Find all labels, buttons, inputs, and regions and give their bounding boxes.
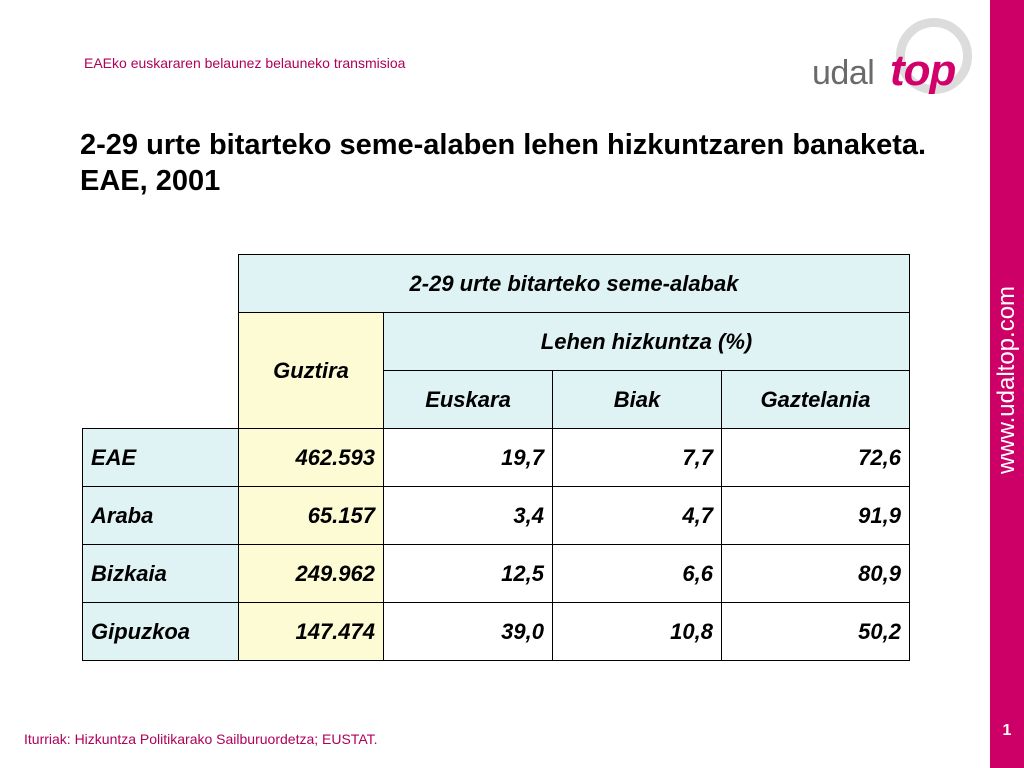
source-note: Iturriak: Hizkuntza Politikarako Sailburuordetza; EUSTAT. bbox=[24, 731, 378, 747]
row-label: Bizkaia bbox=[83, 545, 239, 603]
value-cell: 80,9 bbox=[722, 545, 910, 603]
udaltop-logo bbox=[808, 18, 978, 114]
value-cell: 12,5 bbox=[384, 545, 553, 603]
sidebar-url: www.udaltop.com bbox=[993, 285, 1020, 475]
value-cell: 3,4 bbox=[384, 487, 553, 545]
value-cell: 6,6 bbox=[553, 545, 722, 603]
total-cell: 65.157 bbox=[239, 487, 384, 545]
total-header: Guztira bbox=[239, 313, 384, 429]
logo-text-top: top bbox=[890, 46, 956, 95]
row-label: EAE bbox=[83, 429, 239, 487]
group-header: 2-29 urte bitarteko seme-alabak bbox=[239, 255, 910, 313]
language-header: Lehen hizkuntza (%) bbox=[384, 313, 910, 371]
total-cell: 462.593 bbox=[239, 429, 384, 487]
data-table bbox=[82, 254, 910, 661]
slide-caption: EAEko euskararen belaunez belauneko transmisioa bbox=[84, 55, 406, 71]
value-cell: 10,8 bbox=[553, 603, 722, 661]
empty-corner bbox=[83, 255, 239, 313]
page-number: 1 bbox=[1002, 722, 1012, 739]
value-cell: 91,9 bbox=[722, 487, 910, 545]
column-header-biak: Biak bbox=[553, 371, 722, 429]
total-cell: 249.962 bbox=[239, 545, 384, 603]
table-header-row bbox=[83, 313, 910, 371]
row-label: Gipuzkoa bbox=[83, 603, 239, 661]
value-cell: 72,6 bbox=[722, 429, 910, 487]
table-row bbox=[83, 545, 910, 603]
table-row bbox=[83, 603, 910, 661]
slide-title: 2-29 urte bitarteko seme-alaben lehen hizkuntzaren banaketa. EAE, 2001 bbox=[80, 129, 927, 197]
empty-corner bbox=[83, 371, 239, 429]
value-cell: 19,7 bbox=[384, 429, 553, 487]
column-header-euskara: Euskara bbox=[384, 371, 553, 429]
table-row bbox=[83, 487, 910, 545]
value-cell: 39,0 bbox=[384, 603, 553, 661]
value-cell: 7,7 bbox=[553, 429, 722, 487]
table-header-row bbox=[83, 255, 910, 313]
table-row bbox=[83, 429, 910, 487]
logo-text-udal: udal bbox=[812, 54, 875, 92]
total-cell: 147.474 bbox=[239, 603, 384, 661]
row-label: Araba bbox=[83, 487, 239, 545]
value-cell: 50,2 bbox=[722, 603, 910, 661]
table-header-row bbox=[83, 371, 910, 429]
value-cell: 4,7 bbox=[553, 487, 722, 545]
column-header-gaztelania: Gaztelania bbox=[722, 371, 910, 429]
empty-corner bbox=[83, 313, 239, 371]
